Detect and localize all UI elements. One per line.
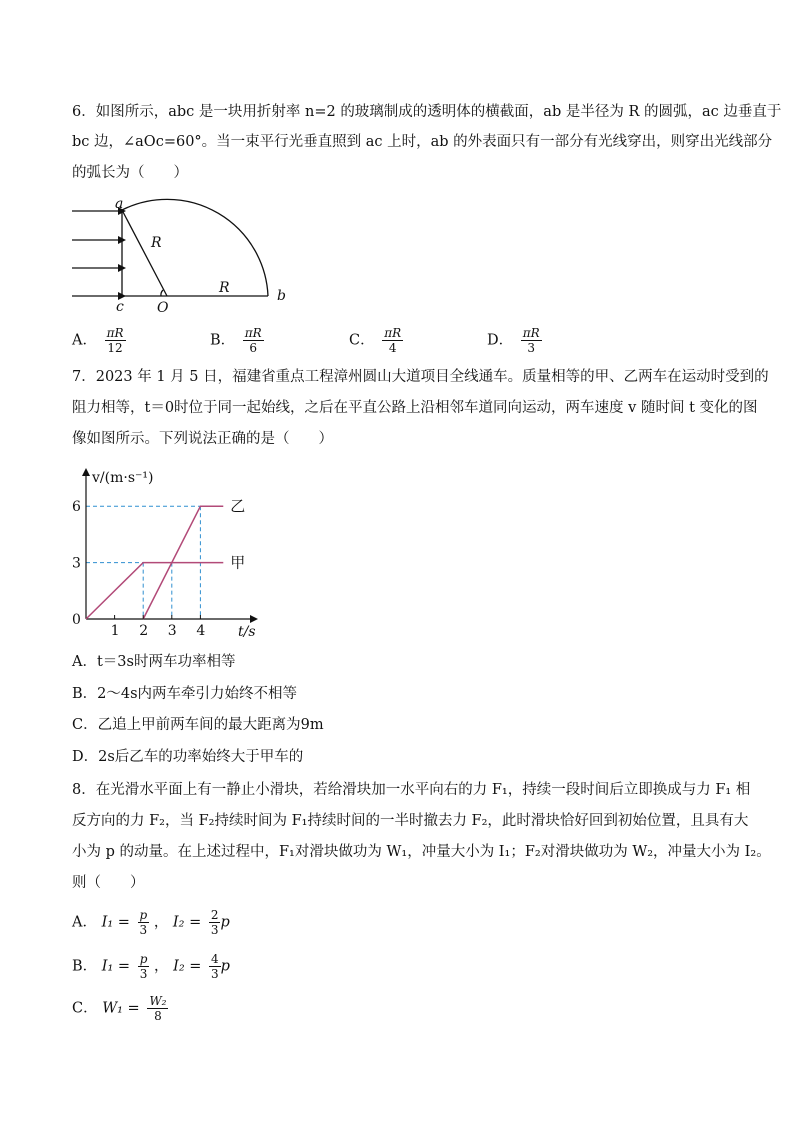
q8-option-a[interactable] — [72, 908, 230, 937]
q6-stem-line3: 的弧长为（ ） — [72, 165, 188, 181]
q8-stem-line4: 则（ ） — [72, 875, 145, 891]
option-term: I₁ = — [101, 914, 130, 931]
option-fraction: $\frac{\text{W₂}}{8}$ — [149, 994, 167, 1023]
q6-stem-line1: 6．如图所示，abc 是一块用折射率 n=2 的玻璃制成的透明体的横截面，ab 是半径为 R 的圆弧，ac 边垂直于 — [72, 104, 782, 120]
option-letter: A． — [72, 332, 97, 349]
radius-Oa — [122, 210, 167, 296]
option-fraction: $\frac{p}{3}$ — [139, 908, 148, 937]
q6-figure — [66, 194, 306, 318]
option-term: I₂ = — [172, 914, 202, 931]
option-letter: A． — [72, 914, 97, 931]
option-tail: p — [220, 958, 230, 975]
label-b: b — [277, 288, 286, 304]
option-tail: p — [220, 914, 230, 931]
vt-chart — [66, 455, 276, 645]
q7-option-c[interactable]: C．乙追上甲前两车间的最大距离为9m — [72, 717, 324, 733]
option-fraction: $\frac{\pi R}{6}$ — [244, 326, 262, 355]
option-letter: B． — [72, 958, 98, 975]
option-separator: ， — [153, 958, 169, 975]
series-line-0 — [86, 563, 223, 619]
option-letter: C． — [349, 332, 375, 349]
y-axis-label: v/(m·s⁻¹) — [92, 470, 154, 486]
x-axis-label: t/s — [238, 624, 256, 640]
y-tick-label-6: 6 — [72, 499, 81, 516]
q6-option-d[interactable] — [487, 326, 542, 355]
option-term: W₁ = — [102, 1000, 140, 1017]
arc-ab — [122, 199, 268, 296]
series-label-0: 甲 — [230, 553, 246, 572]
option-term: I₂ = — [173, 958, 202, 975]
y-tick-label-3: 3 — [72, 555, 81, 572]
option-letter: C． — [72, 1000, 98, 1017]
q7-stem-line3: 像如图所示。下列说法正确的是（ ） — [72, 431, 333, 447]
q6-option-c[interactable] — [349, 326, 403, 355]
label-O: O — [157, 300, 169, 316]
option-term: I₁ = — [101, 958, 131, 975]
option-fraction: $\frac{2}{3}$ — [210, 908, 219, 937]
y-tick-label-0: 0 — [72, 612, 81, 628]
q8-option-b[interactable] — [72, 952, 230, 981]
option-fraction: $\frac{\pi R}{4}$ — [384, 326, 402, 355]
option-separator: ， — [153, 914, 169, 931]
x-tick-label-4: 4 — [196, 623, 206, 639]
q8-stem-line3: 小为 p 的动量。在上述过程中，F₁对滑块做功为 W₁，冲量大小为 I₁；F₂对滑块做功为 W₂，冲量大小为 I₂。 — [72, 844, 771, 860]
q7-option-a[interactable]: A．t＝3s时两车功率相等 — [72, 654, 236, 670]
q8-stem-line1: 8．在光滑水平面上有一静止小滑块，若给滑块加一水平向右的力 F₁，持续一段时间后立即换成与力 F₁ 相 — [72, 782, 751, 798]
label-c: c — [116, 299, 124, 315]
angle-mark — [161, 290, 163, 296]
label-a: a — [115, 196, 124, 212]
q6-option-a[interactable] — [72, 326, 126, 355]
x-tick-label-2: 2 — [139, 623, 149, 639]
q8-option-c[interactable] — [72, 994, 168, 1023]
q7-option-b[interactable]: B．2～4s内两车牵引力始终不相等 — [72, 686, 298, 702]
option-fraction: $\frac{\pi R}{3}$ — [522, 326, 540, 355]
q7-option-d[interactable]: D．2s后乙车的功率始终大于甲车的 — [72, 749, 304, 765]
x-tick-label-3: 3 — [167, 623, 177, 639]
x-tick-label-1: 1 — [110, 623, 120, 639]
series-label-1: 乙 — [230, 497, 246, 516]
option-fraction: $\frac{p}{3}$ — [139, 952, 148, 981]
q6-option-b[interactable] — [210, 326, 264, 355]
x-axis-arrow — [250, 615, 258, 623]
q7-stem-line2: 阻力相等，t＝0时位于同一起始线，之后在平直公路上沿相邻车道同向运动，两车速度 v 随时间 t 变化的图 — [72, 400, 758, 416]
q7-stem-line1: 7．2023 年 1 月 5 日，福建省重点工程漳州圆山大道项目全线通车。质量相等的甲、乙两车在运动时受到的 — [72, 369, 769, 385]
label-R1: R — [151, 235, 162, 251]
option-fraction: $\frac{4}{3}$ — [211, 952, 219, 981]
option-letter: B． — [210, 332, 236, 349]
label-R2: R — [219, 280, 230, 296]
y-axis-arrow — [82, 468, 90, 476]
option-fraction: $\frac{\pi R}{12}$ — [106, 326, 124, 355]
q6-stem-line2: bc 边，∠aOc=60°。当一束平行光垂直照到 ac 上时，ab 的外表面只有一部分有光线穿出，则穿出光线部分 — [72, 134, 773, 150]
q8-stem-line2: 反方向的力 F₂，当 F₂持续时间为 F₁持续时间的一半时撤去力 F₂，此时滑块恰好回到初始位置，且具有大 — [72, 813, 749, 829]
option-letter: D． — [487, 332, 514, 349]
